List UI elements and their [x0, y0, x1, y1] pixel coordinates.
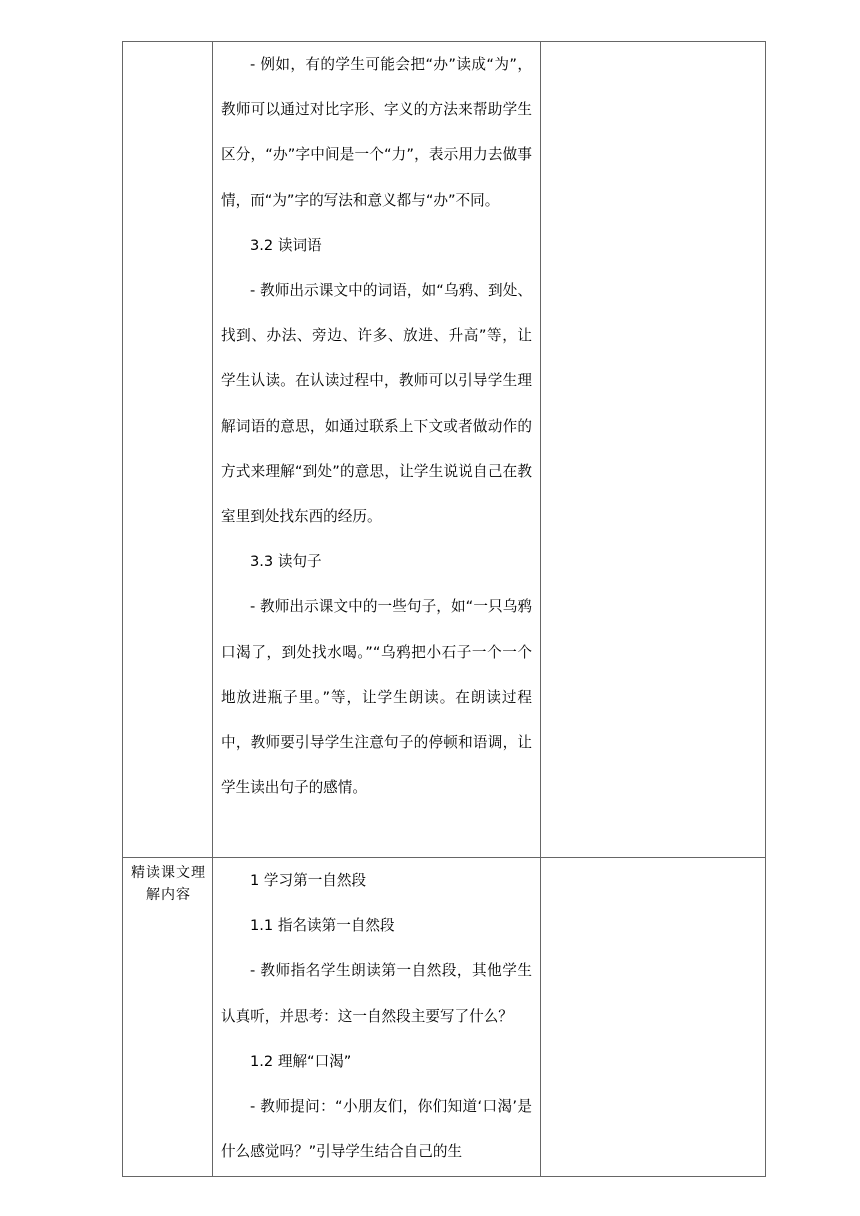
paragraph: - 教师指名学生朗读第一自然段，其他学生认真听，并思考：这一自然段主要写了什么？ [221, 962, 532, 1025]
table-row [123, 42, 766, 858]
content-cell [213, 42, 541, 858]
notes-cell [541, 42, 766, 858]
subheading: 1.2 理解“口渴” [250, 1052, 352, 1070]
subheading: 1.1 指名读第一自然段 [250, 917, 395, 935]
subheading: 3.2 读词语 [250, 236, 322, 254]
table-row [123, 858, 766, 1177]
section-label-cell: 精读课文理解内容 [123, 858, 213, 1177]
subheading: 1 学习第一自然段 [250, 872, 367, 889]
paragraph: - 教师提问：“小朋友们，你们知道‘口渴’是什么感觉吗？”引导学生结合自己的生 [221, 1098, 532, 1161]
paragraph: - 例如，有的学生可能会把“办”读成“为”，教师可以通过对比字形、字义的方法来帮助学生区分，“办”字中间是一个“力”，表示用力去做事情，而“为”字的写法和意义都与“办”不同。 [221, 56, 532, 209]
paragraph: - 教师出示课文中的词语，如“乌鸦、到处、找到、办法、旁边、许多、放进、升高”等，让学生认读。在认读过程中，教师可以引导学生理解词语的意思，如通过联系上下文或者做动作的方式来理解“到处”的意思，让学生说说自己在教室里到处找东西的经历。 [221, 282, 532, 526]
section-label-cell [123, 42, 213, 858]
content-cell [213, 858, 541, 1177]
lesson-plan-table [122, 41, 766, 1177]
subheading: 3.3 读句子 [250, 553, 322, 571]
paragraph: - 教师出示课文中的一些句子，如“一只乌鸦口渴了，到处找水喝。”“乌鸦把小石子一个一个地放进瓶子里。”等，让学生朗读。在朗读过程中，教师要引导学生注意句子的停顿和语调，让学生读出句子的感情。 [221, 598, 532, 797]
notes-cell [541, 858, 766, 1177]
